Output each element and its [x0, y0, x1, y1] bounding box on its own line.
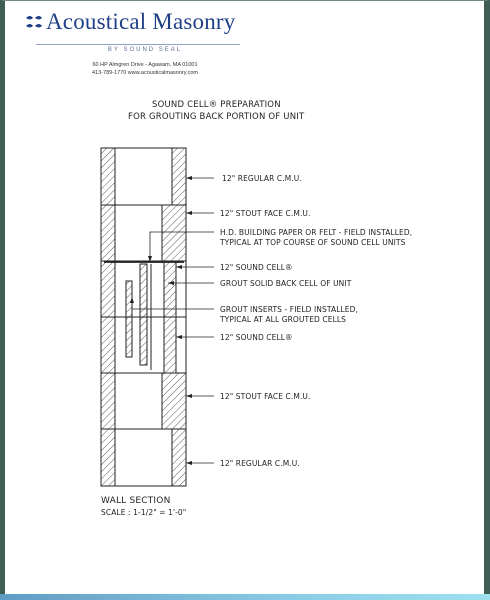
callout-grout-inserts-line1: GROUT INSERTS - FIELD INSTALLED, — [220, 305, 358, 314]
wall-courses — [101, 148, 186, 486]
course-regular-cmu-top — [101, 148, 186, 205]
callout-grout-solid: GROUT SOLID BACK CELL OF UNIT — [220, 279, 352, 288]
callout-building-paper-line1: H.D. BUILDING PAPER OR FELT - FIELD INSTALLED, — [220, 228, 413, 237]
company-address: 60 HP Almgren Drive - Agawam, MA 01001 — [92, 62, 198, 68]
company-contact: 413-789-1770 www.acousticalmasonry.com — [92, 70, 198, 76]
callout-regular-cmu-bottom: 12" REGULAR C.M.U. — [220, 459, 300, 468]
section-title: WALL SECTION — [101, 496, 171, 506]
callout-building-paper-line2: TYPICAL AT TOP COURSE OF SOUND CELL UNITS — [220, 238, 406, 247]
bottom-status-bar — [0, 594, 490, 600]
drawing-title-line1: SOUND CELL® PREPARATION — [152, 100, 281, 110]
company-subtitle: BY SOUND SEAL — [107, 47, 183, 53]
callout-sound-cell-upper: 12" SOUND CELL® — [220, 263, 293, 272]
callout-stout-face-top: 12" STOUT FACE C.M.U. — [220, 209, 311, 218]
scale-label: SCALE : 1-1/2" = 1'-0" — [101, 508, 187, 517]
course-regular-cmu-bottom — [101, 429, 186, 486]
drawing-title-line2: FOR GROUTING BACK PORTION OF UNIT — [128, 112, 305, 122]
course-stout-face-top — [101, 205, 186, 261]
callout-stout-face-bottom: 12" STOUT FACE C.M.U. — [220, 392, 311, 401]
course-stout-face-bottom — [101, 373, 186, 429]
course-sound-cell-lower — [101, 317, 186, 373]
company-name: Acoustical Masonry — [46, 9, 236, 34]
callout-grout-inserts-line2: TYPICAL AT ALL GROUTED CELLS — [220, 315, 347, 324]
callout-sound-cell-lower: 12" SOUND CELL® — [220, 333, 293, 342]
callout-regular-cmu-top: 12" REGULAR C.M.U. — [222, 174, 302, 183]
